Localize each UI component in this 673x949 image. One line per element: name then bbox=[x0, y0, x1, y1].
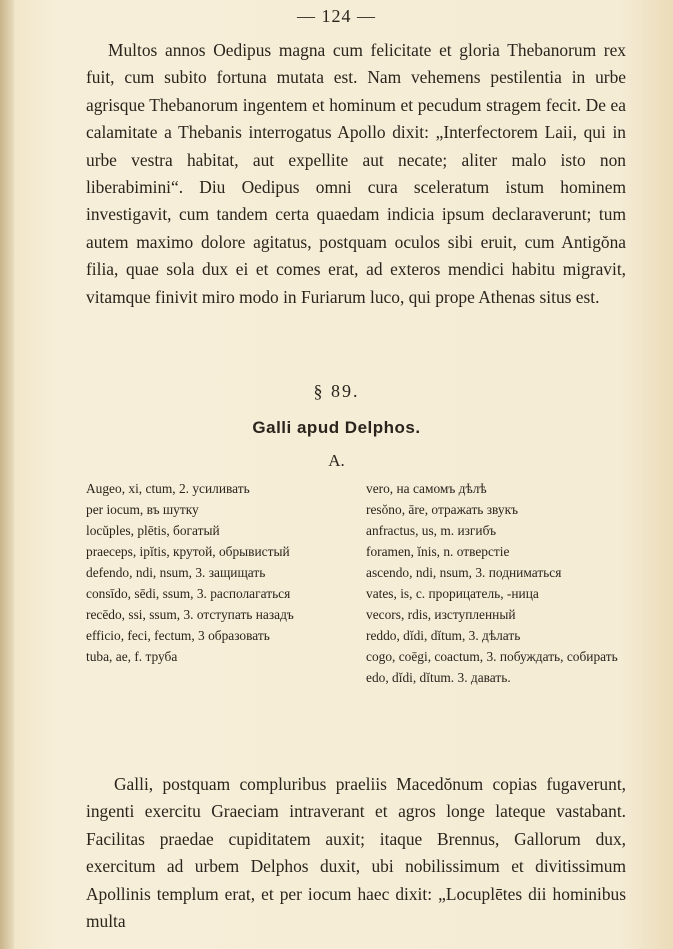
section-number: § 89. bbox=[313, 381, 360, 401]
vocabulary-column-right bbox=[366, 478, 631, 688]
vocabulary-entry bbox=[86, 541, 351, 562]
vocabulary-entry-text: defendo, ndi, nsum, 3. защищать bbox=[86, 565, 266, 580]
page-number: — 124 — bbox=[297, 6, 376, 26]
paragraph-galli: Galli, postquam compluribus praeliis Macedŏnum copias fugaverunt, ingenti exercitu Graeciam intraverant et agros longe lateque vastabant. Facilitas praedae cupiditatem auxit; itaque Brennus, Gallorum dux, exercitum ad urbem Delphos duxit, ubi nobilissimum et divitissimum Apollinis templum erat, et per iocum haec dixit: „Locuplētes dii hominibus multa bbox=[86, 774, 626, 932]
vocabulary-list bbox=[86, 478, 631, 688]
vocabulary-entry bbox=[86, 499, 351, 520]
vocabulary-entry bbox=[366, 520, 631, 541]
vocabulary-entry bbox=[86, 478, 351, 499]
vocabulary-entry-text: edo, dĭdi, dĭtum. 3. давать. bbox=[366, 670, 511, 685]
paragraph-oedipus: Multos annos Oedipus magna cum felicitate et gloria Thebanorum rex fuit, cum subito fortuna mutata est. Nam vehemens pestilentia in urbe agrisque Thebanorum ingentem et hominum et pecudum stragem fecit. De ea calamitate a Thebanis interrogatus Apollo dixit: „Interfectorem Laii, qui in urbe vestra habitat, aut expellite aut necate; aliter malo isto non liberabimini“. Diu Oedipus omni cura sceleratum istum hominem investigavit, cum tandem certa quaedam indicia ipsum declaraverunt; tum autem maximo dolore agitatus, postquam oculos sibi eruit, cum Antigŏna filia, quae sola dux ei et comes erat, ad exteros mendici habitu migravit, vitamque finivit miro modo in Furiarum luco, qui prope Athenas situs est. bbox=[86, 40, 626, 307]
vocabulary-entry-text: locŭples, plētis, богатый bbox=[86, 523, 220, 538]
vocabulary-entry bbox=[366, 625, 631, 646]
vocabulary-entry bbox=[86, 646, 351, 667]
vocabulary-entry-text: vecors, rdis, изступленный bbox=[366, 607, 516, 622]
vocabulary-entry-text: per iocum, въ шутку bbox=[86, 502, 199, 517]
vocabulary-entry bbox=[86, 583, 351, 604]
vocabulary-entry-text: recēdo, ssi, ssum, 3. отступать назадъ bbox=[86, 607, 294, 622]
vocabulary-entry bbox=[86, 562, 351, 583]
vocabulary-entry bbox=[86, 625, 351, 646]
section-title: Galli apud Delphos. bbox=[252, 418, 421, 437]
vocabulary-column-left bbox=[86, 478, 351, 688]
vocabulary-entry bbox=[366, 541, 631, 562]
page-spine-shadow bbox=[0, 0, 14, 949]
subsection-letter: A. bbox=[328, 451, 345, 470]
vocabulary-entry bbox=[86, 604, 351, 625]
vocabulary-entry-text: reddo, dĭdi, dĭtum, 3. дѣлать bbox=[366, 628, 521, 643]
vocabulary-entry bbox=[366, 646, 631, 667]
vocabulary-entry bbox=[366, 499, 631, 520]
vocabulary-entry-text: vates, is, c. прорицатель, -ница bbox=[366, 586, 539, 601]
vocabulary-entry-text: consīdo, sēdi, ssum, 3. располагаться bbox=[86, 586, 291, 601]
vocabulary-entry bbox=[366, 604, 631, 625]
vocabulary-entry bbox=[366, 667, 631, 688]
vocabulary-entry bbox=[366, 478, 631, 499]
vocabulary-entry-text: foramen, ĭnis, n. отверстіе bbox=[366, 544, 510, 559]
vocabulary-entry bbox=[366, 562, 631, 583]
vocabulary-entry-text: Augeo, xi, ctum, 2. усиливать bbox=[86, 481, 250, 496]
vocabulary-entry-text: vero, на самомъ дѣлѣ bbox=[366, 481, 487, 496]
vocabulary-entry-text: praeceps, ipĭtis, крутой, обрывистый bbox=[86, 544, 290, 559]
vocabulary-entry-text: tuba, ae, f. труба bbox=[86, 649, 178, 664]
vocabulary-entry-text: cogo, coēgi, coactum, 3. побуждать, собирать bbox=[366, 649, 618, 664]
vocabulary-entry-text: efficio, feci, fectum, 3 образовать bbox=[86, 628, 270, 643]
vocabulary-entry-text: ascendo, ndi, nsum, 3. подниматься bbox=[366, 565, 562, 580]
vocabulary-entry-text: anfractus, us, m. изгибъ bbox=[366, 523, 496, 538]
vocabulary-entry bbox=[86, 520, 351, 541]
vocabulary-entry-text: resŏno, āre, отражать звукъ bbox=[366, 502, 519, 517]
vocabulary-entry bbox=[366, 583, 631, 604]
